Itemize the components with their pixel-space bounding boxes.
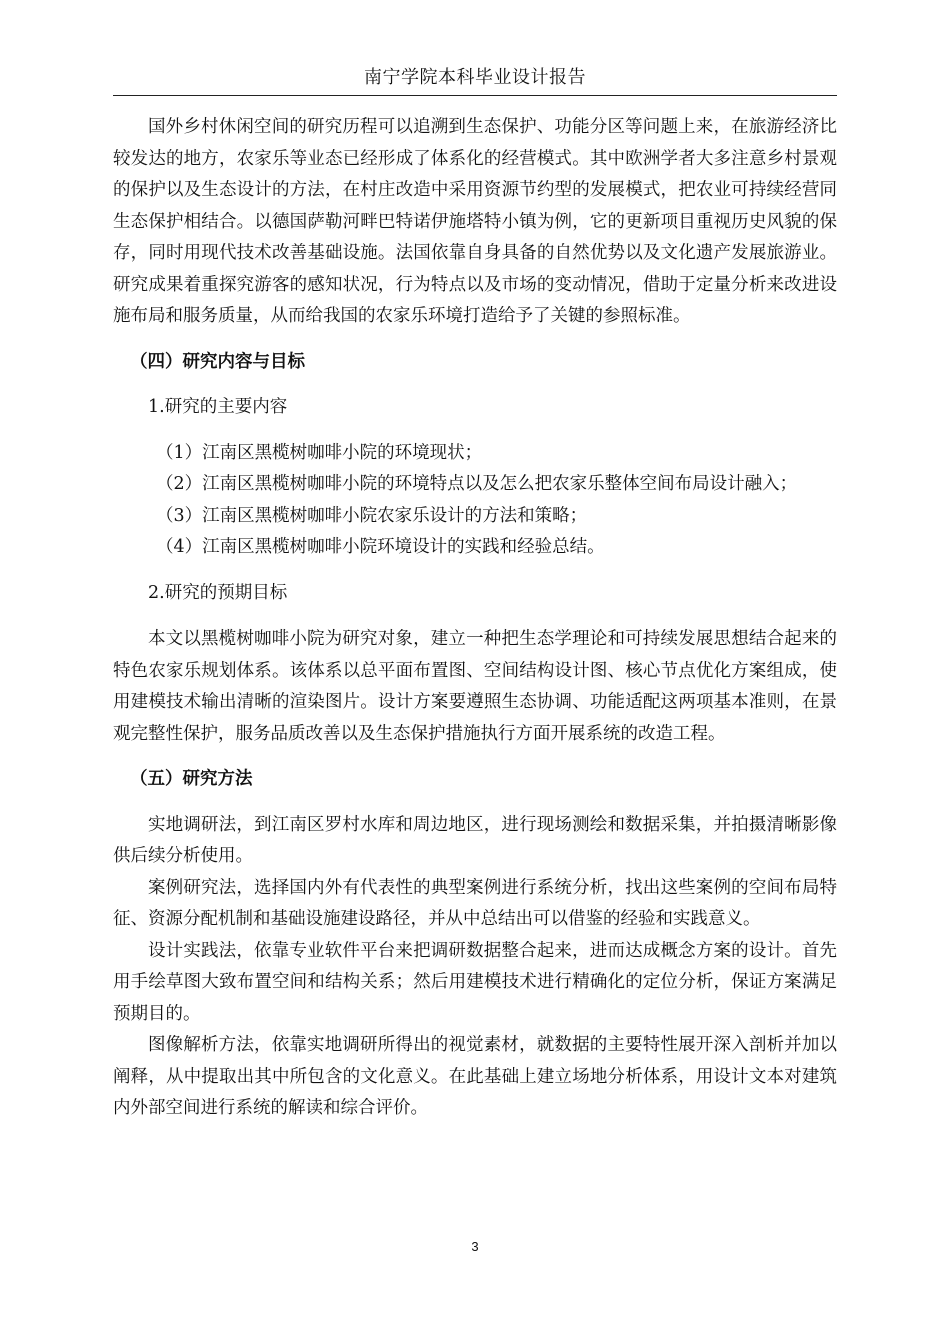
content-list-item: （4）江南区黑榄树咖啡小院环境设计的实践和经验总结。 <box>156 537 605 557</box>
content-list-item: （2）江南区黑榄树咖啡小院的环境特点以及怎么把农家乐整体空间布局设计融入； <box>156 474 798 494</box>
subheading-expected-goals: 2.研究的预期目标 <box>148 582 288 603</box>
header-divider <box>113 95 837 96</box>
method-paragraph: 案例研究法，选择国内外有代表性的典型案例进行系统分析，找出这些案例的空间布局特征、资源分配机制和基础设施建设路径，并从中总结出可以借鉴的经验和实践意义。 <box>113 877 837 929</box>
page-body <box>113 112 837 1125</box>
section-heading-5: （五）研究方法 <box>130 769 253 789</box>
subheading-main-content: 1.研究的主要内容 <box>148 397 288 417</box>
goal-paragraph: 本文以黑榄树咖啡小院为研究对象，建立一种把生态学理论和可持续发展思想结合起来的特色农家乐规划体系。该体系以总平面布置图、空间结构设计图、核心节点优化方案组成，使用建模技术输出清晰的渲染图片。设计方案要遵照生态协调、功能适配这两项基本准则，在景观完整性保护，服务品质改善以及生态保护措施执行方面开展系统的改造工程。 <box>113 629 837 744</box>
page-header: 南宁学院本科毕业设计报告 <box>364 67 586 88</box>
content-list-item: （1）江南区黑榄树咖啡小院的环境现状； <box>156 442 483 463</box>
page-number: 3 <box>471 1239 479 1254</box>
intro-paragraph: 国外乡村休闲空间的研究历程可以追溯到生态保护、功能分区等问题上来，在旅游经济比较发达的地方，农家乐等业态已经形成了体系化的经营模式。其中欧洲学者大多注意乡村景观的保护以及生态设计的方法，在村庄改造中采用资源节约型的发展模式，把农业可持续经营同生态保护相结合。以德国萨勒河畔巴特诺伊施塔特小镇为例，它的更新项目重视历史风貌的保存，同时用现代技术改善基础设施。法国依靠自身具备的自然优势以及文化遗产发展旅游业。研究成果着重探究游客的感知状况，行为特点以及市场的变动情况，借助于定量分析来改进设施布局和服务质量，从而给我国的农家乐环境打造给予了关键的参照标准。 <box>113 117 837 326</box>
method-paragraph: 图像解析方法，依靠实地调研所得出的视觉素材，就数据的主要特性展开深入剖析并加以阐释，从中提取出其中所包含的文化意义。在此基础上建立场地分析体系，用设计文本对建筑内外部空间进行系统的解读和综合评价。 <box>113 1035 837 1118</box>
method-paragraph: 设计实践法，依靠专业软件平台来把调研数据整合起来，进而达成概念方案的设计。首先用手绘草图大致布置空间和结构关系；然后用建模技术进行精确化的定位分析，保证方案满足预期目的。 <box>113 940 837 1024</box>
content-list-item: （3）江南区黑榄树咖啡小院农家乐设计的方法和策略； <box>156 505 588 526</box>
method-paragraph: 实地调研法，到江南区罗村水库和周边地区，进行现场测绘和数据采集，并拍摄清晰影像供后续分析使用。 <box>113 814 837 866</box>
section-heading-4: （四）研究内容与目标 <box>130 351 305 372</box>
